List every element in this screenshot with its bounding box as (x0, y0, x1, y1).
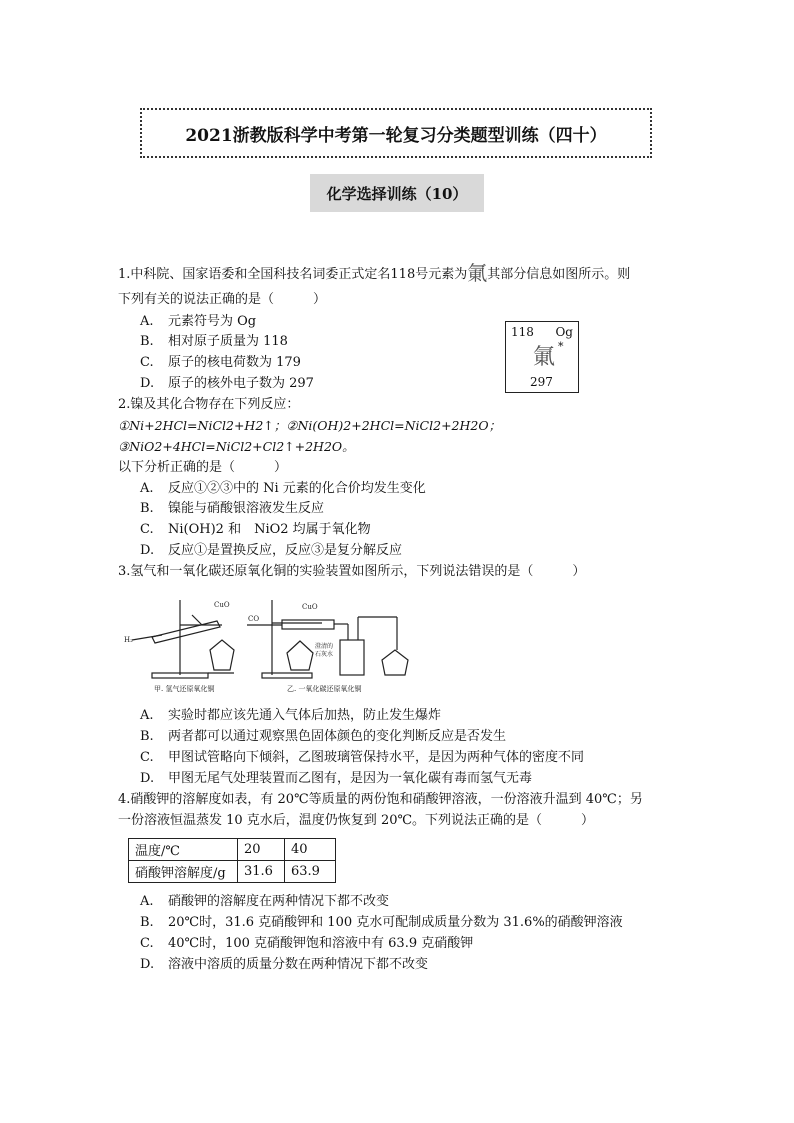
q1-option-b: B. 相对原子质量为 118 (140, 334, 288, 349)
q2-reaction-3: ③NiO2+4HCl=NiCl2+Cl2↑+2H2O。 (118, 439, 355, 454)
caption-left: 甲. 氢气还原氧化铜 (154, 685, 215, 693)
element-mark: * (558, 340, 564, 353)
q2-option-b: B. 镍能与硝酸银溶液发生反应 (140, 501, 325, 516)
q1-stem-line1: 1.中科院、国家语委和全国科技名词委正式定名118号元素为氭其部分信息如图所示。则 (118, 261, 631, 285)
q4-option-b: B. 20℃时，31.6 克硝酸钾和 100 克水可配制成质量分数为 31.6%的硝酸钾溶液 (140, 915, 623, 930)
q1-option-a: A. 元素符号为 Og (140, 314, 257, 329)
label-limewater-2: 石灰水 (315, 651, 334, 658)
q4-option-c: C. 40℃时，100 克硝酸钾饱和溶液中有 63.9 克硝酸钾 (140, 936, 474, 951)
table-cell: 硝酸钾溶解度/g (129, 861, 238, 883)
element-symbol: Og (555, 325, 573, 339)
section-subtitle: 化学选择训练（10） (310, 174, 484, 212)
element-mass: 297 (530, 375, 553, 389)
document-title: 2021浙教版科学中考第一轮复习分类题型训练（四十） (140, 108, 652, 158)
label-limewater-1: 澄清的 (315, 643, 334, 650)
label-cuo-left: CuO (214, 601, 230, 609)
q3-option-c: C. 甲图试管略向下倾斜，乙图玻璃管保持水平，是因为两种气体的密度不同 (140, 750, 585, 765)
table-cell: 温度/℃ (129, 839, 238, 861)
q4-stem-line2: 一份溶液恒温蒸发 10 克水后，温度仍恢复到 20℃。下列说法正确的是（ ） (118, 813, 595, 828)
element-atomic-number: 118 (511, 325, 534, 339)
q3-option-a: A. 实验时都应该先通入气体后加热，防止发生爆炸 (140, 708, 442, 723)
q3-option-b: B. 两者都可以通过观察黑色固体颜色的变化判断反应是否发生 (140, 729, 507, 744)
label-co: CO (248, 615, 260, 623)
element-card (505, 321, 579, 393)
table-cell: 31.6 (238, 861, 285, 883)
label-h2: H₂ (124, 636, 133, 644)
q1-option-d: D. 原子的核外电子数为 297 (140, 376, 314, 391)
q4-stem-line1: 4.硝酸钾的溶解度如表，有 20℃等质量的两份饱和硝酸钾溶液，一份溶液升温到 40℃；另 (118, 792, 643, 807)
q2-option-d: D. 反应①是置换反应，反应③是复分解反应 (140, 543, 403, 558)
table-row (129, 839, 336, 861)
q2-reaction-1-2: ①Ni+2HCl=NiCl2+H2↑；②Ni(OH)2+2HCl=NiCl2+2H2O； (118, 418, 502, 433)
q1-option-c: C. 原子的核电荷数为 179 (140, 355, 301, 370)
element-name: 氭 (533, 345, 556, 370)
q2-option-c: C. Ni(OH)2 和 NiO2 均属于氧化物 (140, 522, 371, 537)
label-cuo-right: CuO (302, 603, 318, 611)
caption-right: 乙. 一氧化碳还原氧化铜 (287, 685, 362, 693)
table-row (129, 861, 336, 883)
solubility-table (128, 838, 336, 883)
table-cell: 40 (285, 839, 336, 861)
q3-stem: 3.氢气和一氧化碳还原氧化铜的实验装置如图所示，下列说法错误的是（ ） (118, 564, 586, 579)
q2-option-a: A. 反应①②③中的 Ni 元素的化合价均发生变化 (140, 481, 426, 496)
apparatus-figure (122, 595, 422, 695)
q2-stem: 2.镍及其化合物存在下列反应： (118, 397, 300, 412)
q4-option-d: D. 溶液中溶质的质量分数在两种情况下都不改变 (140, 957, 429, 972)
q1-stem-line2: 下列有关的说法正确的是（ ） (118, 292, 327, 307)
q2-question: 以下分析正确的是（ ） (118, 460, 288, 475)
q3-option-d: D. 甲图无尾气处理装置而乙图有，是因为一氧化碳有毒而氢气无毒 (140, 771, 533, 786)
table-cell: 20 (238, 839, 285, 861)
element-glyph: 氭 (467, 261, 488, 285)
table-cell: 63.9 (285, 861, 336, 883)
q4-option-a: A. 硝酸钾的溶解度在两种情况下都不改变 (140, 894, 390, 909)
